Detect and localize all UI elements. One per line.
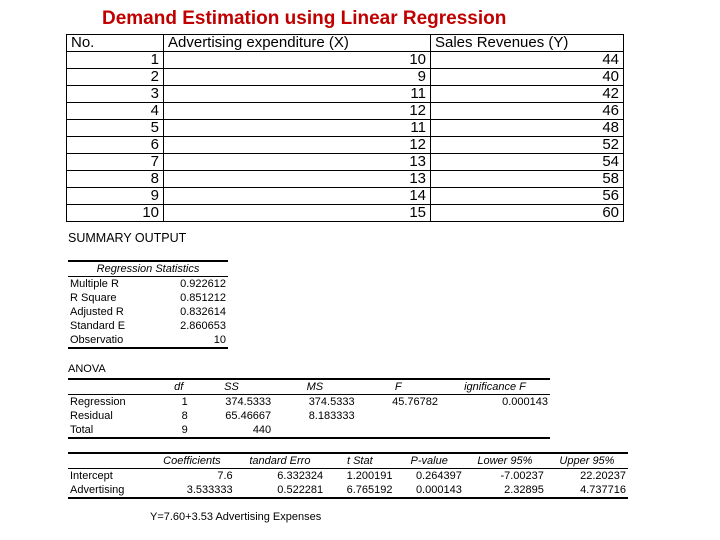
coefficients-cell: 2.32895 bbox=[504, 484, 544, 496]
anova-cell bbox=[440, 409, 550, 423]
no-cell: 8 bbox=[67, 171, 164, 188]
anova-cell: 8.183333 bbox=[308, 410, 355, 422]
stat-row bbox=[68, 291, 228, 305]
coefficients-cell: 0.000143 bbox=[415, 484, 462, 496]
regression-equation: Y=7.60+3.53 Advertising Expenses bbox=[150, 511, 322, 523]
no-cell: 4 bbox=[67, 103, 164, 120]
anova-cell: 374.5333 bbox=[308, 396, 355, 408]
advertising-cell: 9 bbox=[164, 69, 431, 86]
anova-cell: 65.46667 bbox=[225, 410, 272, 422]
stat-label: Observatio bbox=[70, 334, 124, 346]
table-row bbox=[67, 171, 624, 188]
coefficients-cell: 0.522281 bbox=[277, 484, 324, 496]
anova-cell: 0.000143 bbox=[502, 396, 548, 408]
coefficients-row bbox=[68, 469, 628, 484]
anova-cell bbox=[273, 423, 356, 438]
coefficients-cell: 6.332324 bbox=[277, 470, 324, 482]
stat-value: 0.922612 bbox=[180, 278, 226, 290]
coefficients-cell: -7.00237 bbox=[500, 470, 544, 482]
coefficients-cell: 1.200191 bbox=[346, 470, 393, 482]
coefficients-header-cell: Coefficients bbox=[149, 453, 234, 469]
no-cell: 1 bbox=[67, 52, 164, 69]
anova-cell: 440 bbox=[252, 424, 272, 436]
anova-table bbox=[68, 378, 550, 439]
sales-cell: 44 bbox=[431, 52, 624, 69]
table-row bbox=[67, 86, 624, 103]
coefficients-cell: 7.6 bbox=[217, 470, 233, 482]
anova-cell: 374.5333 bbox=[225, 396, 272, 408]
sales-cell: 48 bbox=[431, 120, 624, 137]
stat-label: Standard E bbox=[70, 320, 126, 332]
anova-cell: 45.76782 bbox=[392, 396, 438, 408]
page-title: Demand Estimation using Linear Regression bbox=[102, 8, 507, 29]
sales-cell: 54 bbox=[431, 154, 624, 171]
coefficients-cell: Advertising bbox=[70, 484, 125, 496]
anova-cell bbox=[440, 423, 550, 438]
regression-statistics-header: Regression Statistics bbox=[68, 261, 228, 277]
stat-value: 0.832614 bbox=[180, 306, 226, 318]
anova-label: ANOVA bbox=[68, 363, 106, 375]
header-no: No. bbox=[67, 35, 164, 52]
data-table-header-row bbox=[67, 35, 624, 52]
table-row bbox=[67, 205, 624, 222]
coefficients-header-row bbox=[68, 453, 628, 469]
stat-value: 2.860653 bbox=[180, 320, 226, 332]
coefficients-cell: 6.765192 bbox=[346, 484, 393, 496]
table-row bbox=[67, 188, 624, 205]
table-row bbox=[67, 154, 624, 171]
anova-row bbox=[68, 409, 550, 423]
sales-cell: 46 bbox=[431, 103, 624, 120]
sales-cell: 40 bbox=[431, 69, 624, 86]
advertising-cell: 12 bbox=[164, 103, 431, 120]
coefficients-cell: 0.264397 bbox=[415, 470, 462, 482]
anova-cell: Residual bbox=[70, 410, 113, 422]
table-row bbox=[67, 120, 624, 137]
coefficients-row bbox=[68, 483, 628, 498]
advertising-cell: 11 bbox=[164, 86, 431, 103]
coefficients-header-cell: P-value bbox=[395, 453, 464, 469]
anova-cell: 9 bbox=[181, 424, 188, 436]
sales-cell: 52 bbox=[431, 137, 624, 154]
no-cell: 2 bbox=[67, 69, 164, 86]
stat-row bbox=[68, 277, 228, 292]
anova-cell: Total bbox=[70, 424, 94, 436]
anova-row bbox=[68, 423, 550, 438]
no-cell: 10 bbox=[67, 205, 164, 222]
coefficients-header-cell: tandard Erro bbox=[235, 453, 326, 469]
stat-label: Multiple R bbox=[70, 278, 119, 290]
advertising-cell: 10 bbox=[164, 52, 431, 69]
data-table bbox=[66, 34, 624, 222]
stat-value: 10 bbox=[213, 334, 226, 346]
no-cell: 9 bbox=[67, 188, 164, 205]
table-row bbox=[67, 69, 624, 86]
table-row bbox=[67, 137, 624, 154]
table-row bbox=[67, 103, 624, 120]
advertising-cell: 12 bbox=[164, 137, 431, 154]
advertising-cell: 14 bbox=[164, 188, 431, 205]
stat-label: R Square bbox=[70, 292, 117, 304]
anova-header-cell: SS bbox=[190, 379, 273, 395]
no-cell: 7 bbox=[67, 154, 164, 171]
anova-cell bbox=[357, 423, 440, 438]
anova-header-cell bbox=[68, 379, 168, 395]
stat-row bbox=[68, 333, 228, 348]
anova-header-cell: MS bbox=[273, 379, 356, 395]
advertising-cell: 11 bbox=[164, 120, 431, 137]
advertising-cell: 13 bbox=[164, 154, 431, 171]
anova-header-cell: ignificance F bbox=[440, 379, 550, 395]
table-row bbox=[67, 52, 624, 69]
coefficients-cell: 4.737716 bbox=[580, 484, 626, 496]
anova-header-row bbox=[68, 379, 550, 395]
header-advertising: Advertising expenditure (X) bbox=[164, 35, 431, 52]
coefficients-cell: Intercept bbox=[70, 470, 113, 482]
coefficients-header-cell: Lower 95% bbox=[464, 453, 546, 469]
advertising-cell: 13 bbox=[164, 171, 431, 188]
no-cell: 6 bbox=[67, 137, 164, 154]
regression-statistics-header-row bbox=[68, 261, 228, 277]
coefficients-table bbox=[68, 452, 628, 499]
no-cell: 5 bbox=[67, 120, 164, 137]
anova-cell bbox=[357, 409, 440, 423]
coefficients-cell: 3.533333 bbox=[186, 484, 233, 496]
advertising-cell: 15 bbox=[164, 205, 431, 222]
header-sales: Sales Revenues (Y) bbox=[431, 35, 624, 52]
stat-label: Adjusted R bbox=[70, 306, 124, 318]
summary-output-label: SUMMARY OUTPUT bbox=[68, 231, 187, 245]
sales-cell: 56 bbox=[431, 188, 624, 205]
regression-statistics-table bbox=[68, 260, 228, 349]
coefficients-header-cell: Upper 95% bbox=[546, 453, 628, 469]
no-cell: 3 bbox=[67, 86, 164, 103]
coefficients-cell: 22.20237 bbox=[580, 470, 626, 482]
sales-cell: 58 bbox=[431, 171, 624, 188]
coefficients-header-cell bbox=[68, 453, 149, 469]
anova-header-cell: df bbox=[168, 379, 190, 395]
anova-cell: 1 bbox=[181, 396, 188, 408]
anova-header-cell: F bbox=[357, 379, 440, 395]
sales-cell: 60 bbox=[431, 205, 624, 222]
anova-row bbox=[68, 395, 550, 410]
stat-row bbox=[68, 305, 228, 319]
sales-cell: 42 bbox=[431, 86, 624, 103]
anova-cell: Regression bbox=[70, 396, 126, 408]
anova-cell: 8 bbox=[181, 410, 188, 422]
stat-value: 0.851212 bbox=[180, 292, 226, 304]
stat-row bbox=[68, 319, 228, 333]
coefficients-header-cell: t Stat bbox=[325, 453, 394, 469]
